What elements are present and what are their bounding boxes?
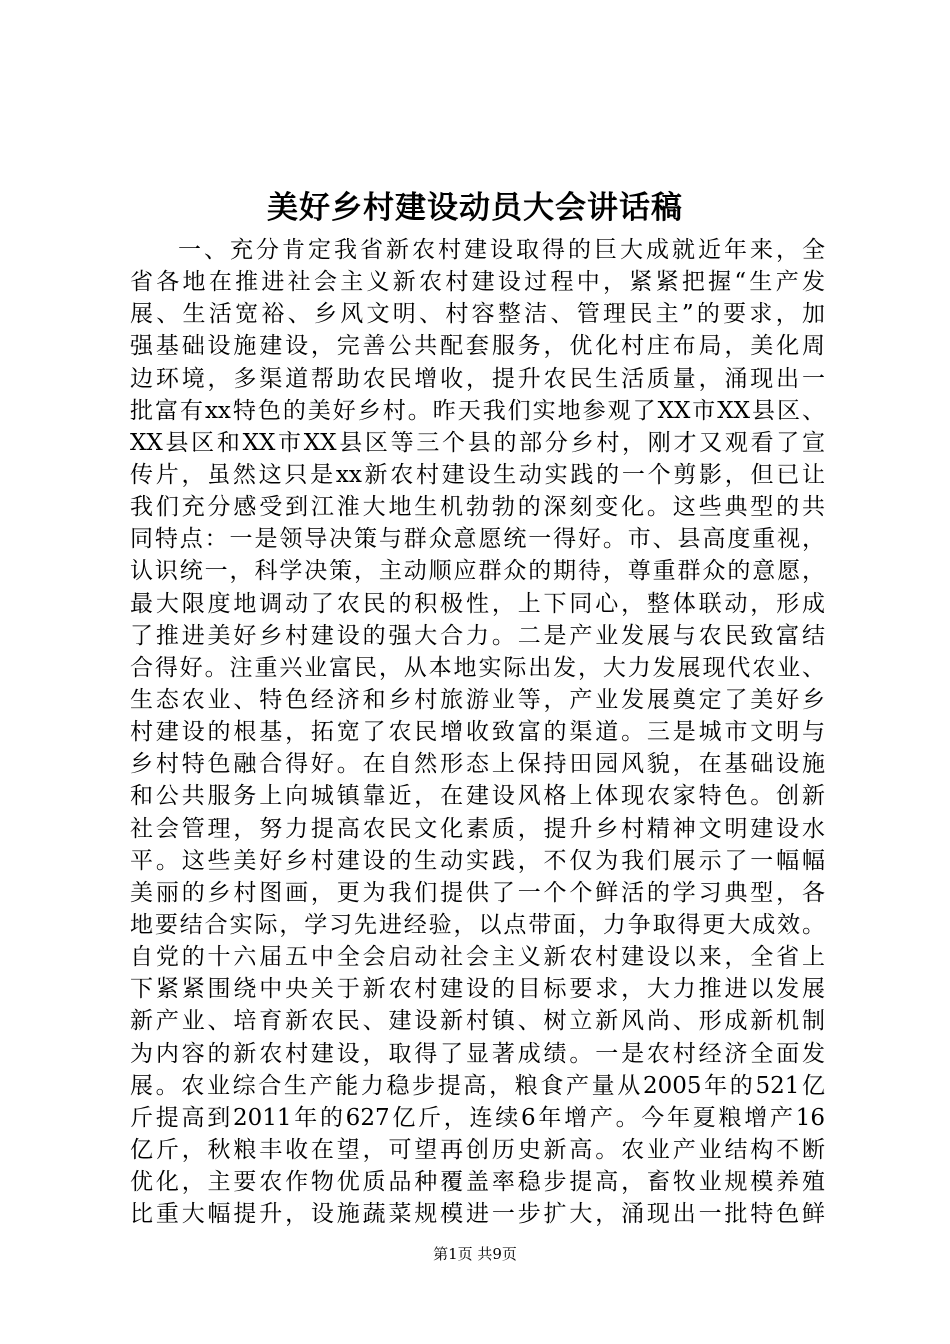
- body-line: 村建设的根基，拓宽了农民增收致富的渠道。三是城市文明与: [130, 719, 825, 746]
- body-line: 平。这些美好乡村建设的生动实践，不仅为我们展示了一幅幅: [130, 847, 825, 874]
- body-line: 下紧紧围绕中央关于新农村建设的目标要求，大力推进以发展: [130, 976, 825, 1003]
- document-body: [130, 234, 825, 1230]
- body-line: 优化，主要农作物优质品种覆盖率稳步提高，畜牧业规模养殖: [130, 1169, 825, 1196]
- body-line: 比重大幅提升，设施蔬菜规模进一步扩大，涌现出一批特色鲜: [130, 1201, 825, 1228]
- body-line: 生态农业、特色经济和乡村旅游业等，产业发展奠定了美好乡: [130, 686, 825, 713]
- body-line: 边环境，多渠道帮助农民增收，提升农民生活质量，涌现出一: [130, 365, 825, 392]
- body-line: 展、生活宽裕、乡风文明、村容整洁、管理民主”的要求，加: [130, 301, 825, 328]
- body-line: 社会管理，努力提高农民文化素质，提升乡村精神文明建设水: [130, 815, 825, 842]
- body-line: 美丽的乡村图画，更为我们提供了一个个鲜活的学习典型，各: [130, 879, 825, 906]
- body-line: 为内容的新农村建设，取得了显著成绩。一是农村经济全面发: [130, 1040, 825, 1067]
- body-line: XX县区和XX市XX县区等三个县的部分乡村，刚才又观看了宣: [130, 429, 825, 456]
- body-line: 和公共服务上向城镇靠近，在建设风格上体现农家特色。创新: [130, 783, 825, 810]
- body-line: 我们充分感受到江淮大地生机勃勃的深刻变化。这些典型的共: [130, 494, 825, 521]
- body-line: 地要结合实际，学习先进经验，以点带面，力争取得更大成效。: [130, 911, 825, 938]
- body-line: 新产业、培育新农民、建设新村镇、树立新风尚、形成新机制: [130, 1008, 825, 1035]
- body-line: 合得好。注重兴业富民，从本地实际出发，大力发展现代农业、: [130, 654, 825, 681]
- body-line: 斤提高到2011年的627亿斤，连续6年增产。今年夏粮增产16: [130, 1104, 825, 1131]
- body-line: 一、充分肯定我省新农村建设取得的巨大成就近年来，全: [178, 237, 825, 263]
- page-number-footer: 第1页 共9页: [433, 1245, 517, 1263]
- body-line: 省各地在推进社会主义新农村建设过程中，紧紧把握“生产发: [130, 269, 825, 296]
- body-line: 传片，虽然这只是xx新农村建设生动实践的一个剪影，但已让: [130, 461, 825, 488]
- body-line: 强基础设施建设，完善公共配套服务，优化村庄布局，美化周: [130, 333, 825, 360]
- body-line: 最大限度地调动了农民的积极性，上下同心，整体联动，形成: [130, 590, 825, 617]
- body-line: 认识统一，科学决策，主动顺应群众的期待，尊重群众的意愿，: [130, 558, 825, 585]
- body-line: 自党的十六届五中全会启动社会主义新农村建设以来，全省上: [130, 944, 825, 971]
- body-line: 亿斤，秋粮丰收在望，可望再创历史新高。农业产业结构不断: [130, 1136, 825, 1163]
- body-line: 批富有xx特色的美好乡村。昨天我们实地参观了XX市XX县区、: [130, 397, 825, 424]
- body-line: 乡村特色融合得好。在自然形态上保持田园风貌，在基础设施: [130, 751, 825, 778]
- body-line: 同特点：一是领导决策与群众意愿统一得好。市、县高度重视，: [130, 526, 825, 553]
- body-line: 展。农业综合生产能力稳步提高，粮食产量从2005年的521亿: [130, 1072, 825, 1099]
- body-line: 了推进美好乡村建设的强大合力。二是产业发展与农民致富结: [130, 622, 825, 649]
- document-title: 美好乡村建设动员大会讲话稿: [267, 190, 683, 226]
